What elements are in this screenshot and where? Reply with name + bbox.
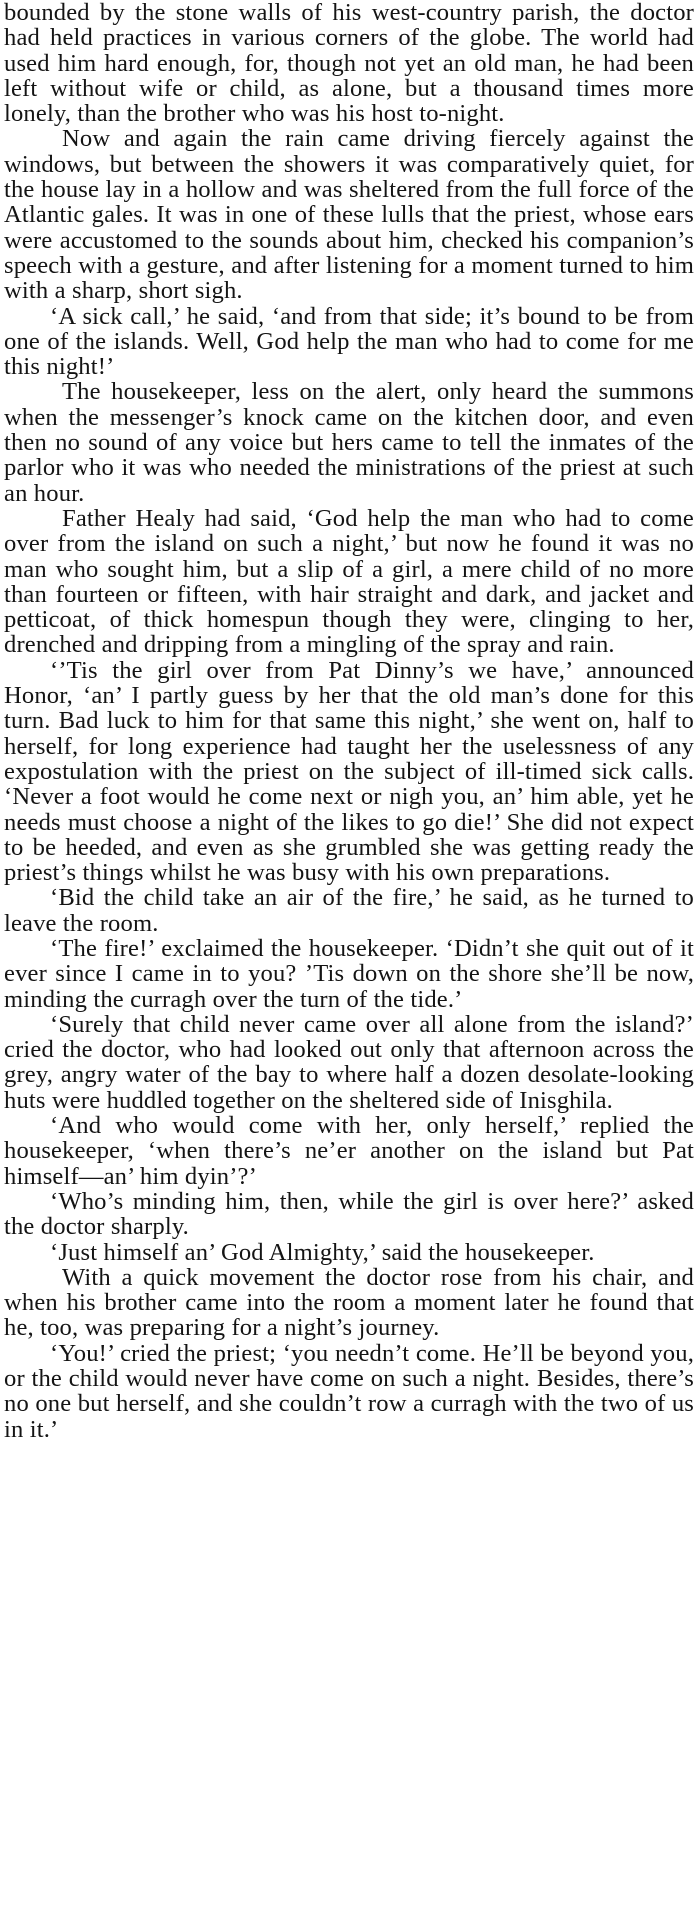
paragraph-doctor-asks: ‘Surely that child never came over all alone from the island?’ cried the doctor, who had looked out only that afternoon across the grey, angry water of the bay to where half a dozen desolate-looking huts were huddled together on the sheltered side of Inisghila. (4, 1010, 694, 1114)
paragraph-housekeeper-summons: The housekeeper, less on the alert, only heard the summons when the messenger’s knock came on the kitchen door, and even then no sound of any voice but hers came to tell the inmates of the parlor who it was who needed the ministrations of the priest at such an hour. (4, 378, 694, 507)
paragraph-god-almighty: ‘Just himself an’ God Almighty,’ said the housekeeper. (50, 1238, 595, 1266)
paragraph-continued: bounded by the stone walls of his west-country parish, the doctor had held practices in various corners of the globe. The world had used him hard enough, for, though not yet an old man, he had been left without wife or child, as alone, but a thousand times more lonely, than the brother who was his host to-night. (4, 0, 694, 128)
paragraph-who-would-come: ‘And who would come with her, only herself,’ replied the housekeeper, ‘when there’s ne’er another on the island but Pat himself—an’ him dyin’?’ (4, 1112, 694, 1190)
paragraph-priest-sick-call: ‘A sick call,’ he said, ‘and from that side; it’s bound to be from one of the islands. Well, God help the man who had to come for me this night!’ (4, 302, 694, 381)
paragraph-honor-announces: ‘’Tis the girl over from Pat Dinny’s we have,’ announced Honor, ‘an’ I partly guess by her that the old man’s done for this turn. Bad luck to him for that same this night,’ she went on, half to herself, for long experience had taught her the uselessness of any expostulation with the priest on the subject of ill-timed sick calls. ‘Never a foot would he come next or nigh you, an’ him able, yet he needs must choose a night of the likes to go die!’ She did not expect to be heeded, and even as she grumbled she was getting ready the priest’s things whilst he was busy with his own preparations. (4, 656, 694, 887)
paragraph-rain-and-sick-call: Now and again the rain came driving fiercely against the windows, but between the showers it was comparatively quiet, for the house lay in a hollow and was sheltered from the full force of the Atlantic gales. It was in one of these lulls that the priest, whose ears were accustomed to the sounds about him, checked his companion’s speech with a gesture, and after listening for a moment turned to him with a sharp, short sigh. (4, 125, 694, 305)
paragraph-girl-arrives: Father Healy had said, ‘God help the man who had to come over from the island on such a night,’ but now he found it was no man who sought him, but a slip of a girl, a mere child of no more than fourteen or fifteen, with hair straight and dark, and jacket and petticoat, of thick homespun though they were, clinging to her, drenched and dripping from a mingling of the spray and rain. (4, 504, 694, 659)
paragraph-doctor-rises: With a quick movement the doctor rose from his chair, and when his brother came into the room a moment later he found that he, too, was preparing for a night’s journey. (4, 1263, 694, 1342)
paragraph-the-fire: ‘The fire!’ exclaimed the housekeeper. ‘Didn’t she quit out of it ever since I came in to you? ’Tis down on the shore she’ll be now, minding the curragh over the turn of the tide.’ (4, 934, 694, 1013)
paragraph-priest-protests: ‘You!’ cried the priest; ‘you needn’t come. He’ll be beyond you, or the child would never have come on such a night. Besides, there’s no one but herself, and she couldn’t row a curragh with the two of us in it.’ (4, 1339, 694, 1443)
paragraph-whos-minding-him: ‘Who’s minding him, then, while the girl is over here?’ asked the doctor sharply. (4, 1187, 694, 1241)
paragraph-bid-the-child: ‘Bid the child take an air of the fire,’ he said, as he turned to leave the room. (4, 884, 694, 937)
